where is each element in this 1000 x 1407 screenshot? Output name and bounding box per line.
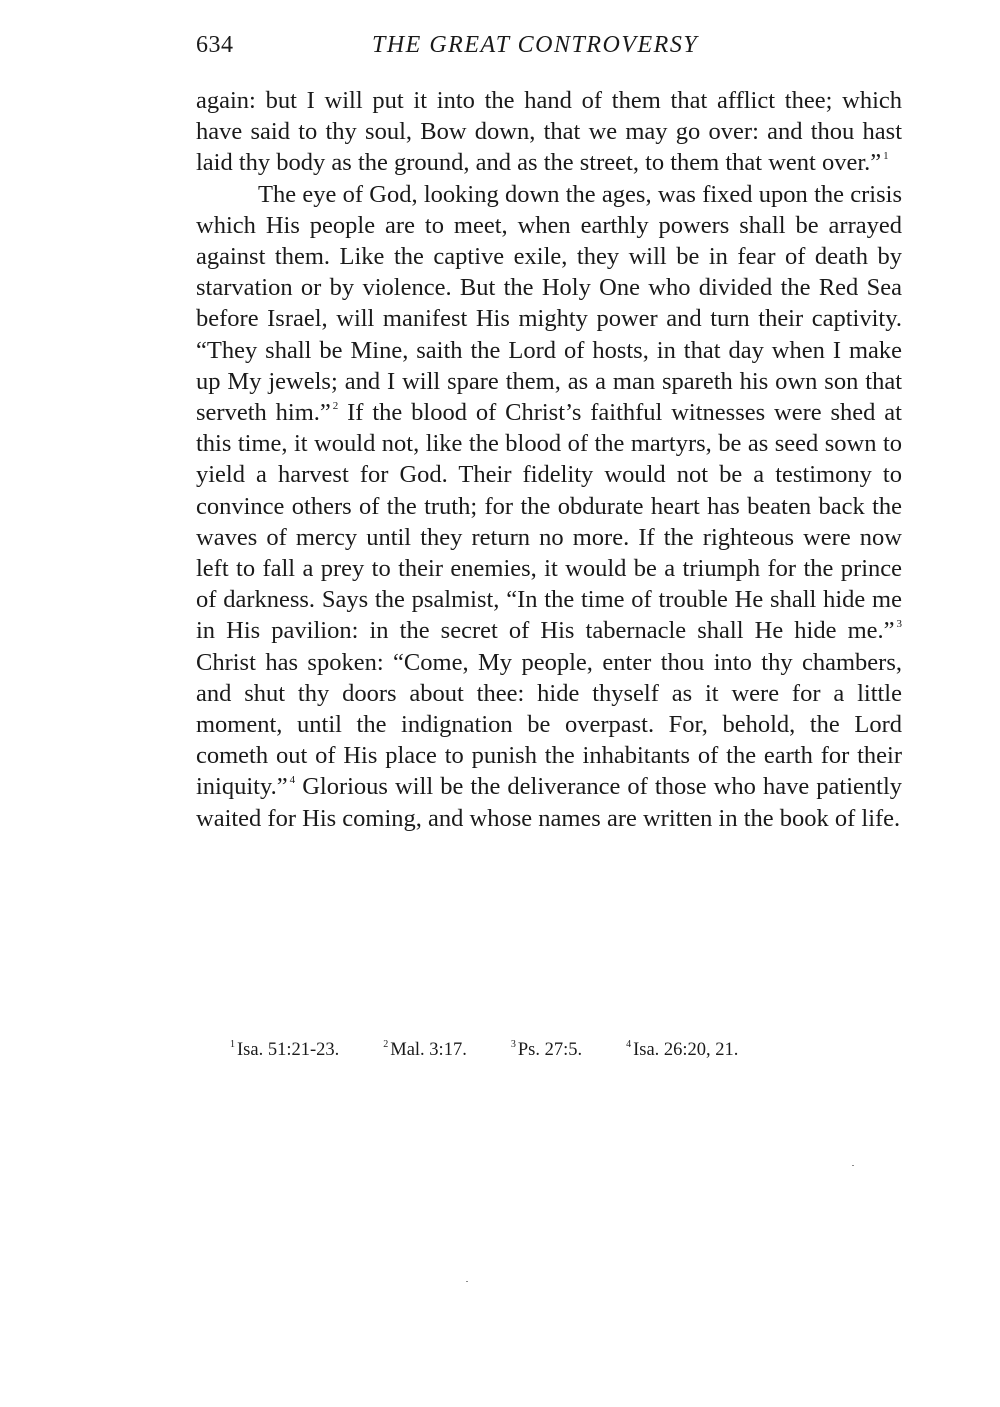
footnote-ref-4: 4 (289, 774, 296, 787)
footnote-3 (511, 1040, 582, 1061)
running-head (196, 28, 902, 62)
footnotes (230, 1040, 910, 1061)
scan-speck (852, 1165, 854, 1166)
page-number: 634 (196, 32, 234, 58)
paragraph-2 (196, 179, 902, 834)
footnote-text: Mal. 3:17. (390, 1040, 467, 1060)
footnote-2 (383, 1040, 467, 1061)
footnote-1 (230, 1040, 339, 1061)
footnote-mark: 4 (626, 1039, 632, 1050)
footnote-mark: 3 (510, 1039, 516, 1050)
footnote-ref-1: 1 (883, 150, 889, 163)
paragraph-2-text-part-1: The eye of God, looking down the ages, was fixed upon the crisis which His people are to meet, when earthly powers shall be arrayed against them. Like the captive exile, they will be in fear of death by starvation or by violence. But the Holy One who divided the Red Sea before Israel, will manifest His mighty power and turn their captivity. “They shall be Mine, saith the Lord of hosts, in that day when I make up My jewels; and I will spare them, as a man spareth his own son that serveth him.” (196, 180, 902, 427)
footnote-text: Isa. 51:21-23. (237, 1040, 340, 1060)
footnote-ref-2: 2 (332, 400, 339, 413)
footnote-mark: 2 (383, 1039, 389, 1050)
footnote-ref-3: 3 (896, 618, 902, 631)
body-text (196, 85, 902, 834)
footnote-text: Ps. 27:5. (517, 1040, 583, 1060)
paragraph-2-text-part-3: Christ has spoken: “Come, My people, enter thou into thy chambers, and shut thy doors about thee: hide thyself as it were for a little moment, until the indignation be overpast. For, behold, the Lord cometh out of His place to punish the inhabitants of the earth for their iniquity.” (196, 648, 902, 801)
running-title: THE GREAT CONTROVERSY (372, 32, 699, 58)
scan-speck (466, 1281, 468, 1282)
paragraph-2-text-part-4: Glorious will be the deliverance of those who have patiently waited for His coming, and whose names are written in the book of life. (196, 773, 902, 832)
footnote-4 (626, 1040, 738, 1061)
paragraph-1 (196, 85, 902, 179)
paragraph-1-text: again: but I will put it into the hand of them that afflict thee; which have said to thy soul, Bow down, that we may go over: and thou hast laid thy body as the ground, and as the street, to them that went over.” (196, 87, 902, 177)
paragraph-2-text-part-2: If the blood of Christ’s faithful witnesses were shed at this time, it would not, like the blood of the martyrs, be as seed sown to yield a harvest for God. Their fidelity would not be a testimony to convince others of the truth; for the obdurate heart has beaten back the waves of mercy until they return no more. If the righteous were now left to fall a prey to their enemies, it would be a triumph for the prince of darkness. Says the psalmist, “In the time of trouble He shall hide me in His pavilion: in the secret of His tabernacle shall He hide me.” (196, 399, 902, 645)
footnote-mark: 1 (230, 1039, 235, 1050)
footnote-text: Isa. 26:20, 21. (633, 1040, 739, 1060)
